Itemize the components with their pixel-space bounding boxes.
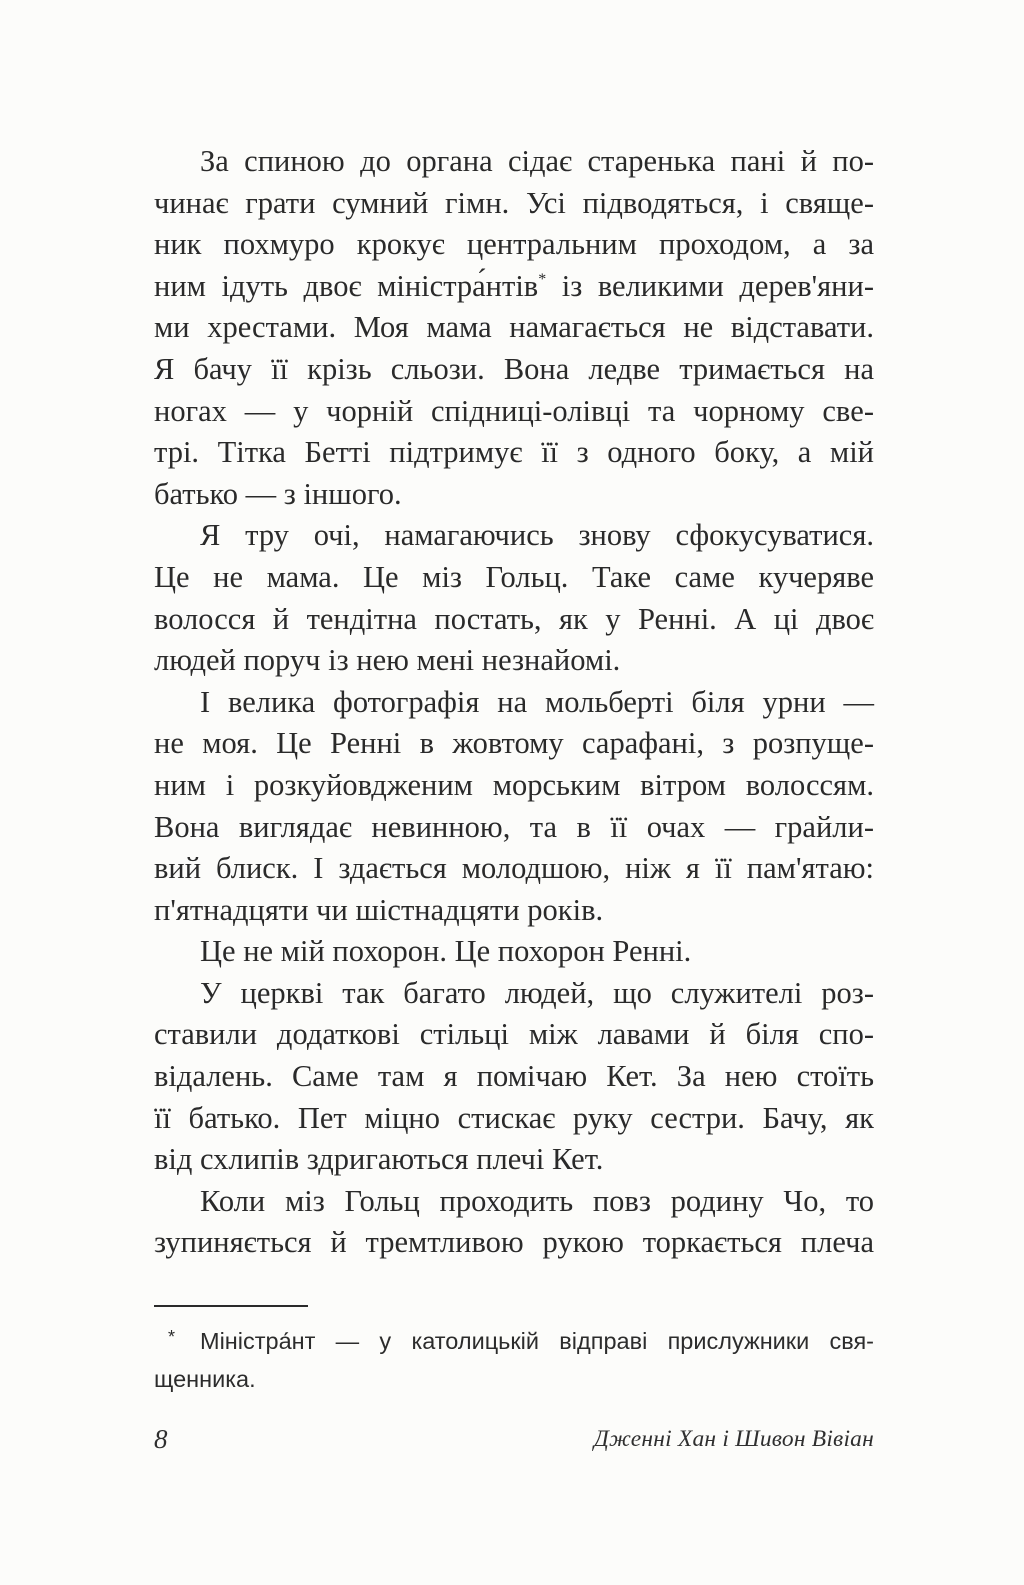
text-line: вий блиск. І здається молодшою, ніж я її пам'ятаю: [154, 851, 874, 886]
text-line: Це не мій похорон. Це похорон Ренні. [200, 934, 692, 969]
footnote-marker: * [168, 1327, 176, 1347]
text-line: Я тру очі, намагаючись знову сфокусуватися. [200, 518, 874, 553]
text-line: зупиняється й тремтливою рукою торкається плеча [154, 1225, 874, 1260]
text-line: ми хрестами. Моя мама намагається не відставати. [154, 310, 874, 345]
text-line: відалень. Саме там я помічаю Кет. За нею стоїть [154, 1059, 874, 1094]
text-line: від схлипів здригаються плечі Кет. [154, 1142, 604, 1177]
text-line: За спиною до органа сідає старенька пані й по- [200, 144, 874, 178]
text-line: ник похмуро крокує центральним проходом, а за [154, 227, 874, 262]
text-line: чинає грати сумний гімн. Усі підводяться, і свяще- [154, 185, 874, 220]
text-line: Це не мама. Це міз Гольц. Таке саме кучеряве [154, 559, 874, 594]
text-line: Вона виглядає невинною, та в її очах — грайли- [154, 809, 874, 844]
footnote-divider [154, 1305, 308, 1307]
text-fragment: ним ідуть двоє міністра́нтів [154, 268, 539, 303]
text-line: її батько. Пет міцно стискає руку сестри. Бачу, як [154, 1100, 874, 1135]
footnote-line [154, 1322, 874, 1360]
footnote-reference: * [538, 270, 547, 288]
text-line: волосся й тендітна постать, як у Ренні. А ці двоє [154, 601, 874, 636]
text-line: п'ятнадцяти чи шістнадцяти років. [154, 892, 604, 927]
running-head: Дженні Хан і Шивон Вівіан [593, 1426, 874, 1452]
text-line: Я бачу її крізь сльози. Вона ледве тримається на [154, 351, 874, 386]
text-line: ногах — у чорній спідниці-олівці та чорному свe- [154, 393, 874, 428]
text-line: батько — з іншого. [154, 476, 402, 511]
text-line: У церкві так багато людей, що служителі роз- [200, 975, 874, 1010]
text-line: І велика фотографія на мольберті біля урни — [200, 684, 874, 719]
text-line: ставили додаткові стільці між лавами й біля спо- [154, 1017, 874, 1052]
text-line: трі. Тітка Бетті підтримує її з одного боку, а мій [154, 435, 874, 470]
footnote [154, 1322, 874, 1398]
text-fragment: із великими дерев'яни- [546, 268, 874, 303]
text-line [154, 266, 874, 308]
text-line: ним і розкуйовдженим морським вітром волоссям. [154, 767, 874, 802]
footnote-line: щенника. [154, 1366, 256, 1392]
footnote-text: Міністра́нт — у католицькій відправі прислужники свя- [200, 1328, 874, 1354]
text-line: Коли міз Гольц проходить повз родину Чо, то [200, 1183, 874, 1218]
text-line: людей поруч із нею мені незнайомі. [154, 643, 621, 678]
body-text [154, 141, 874, 1264]
page-footer [154, 1424, 874, 1464]
page-number: 8 [154, 1424, 168, 1454]
text-line: не моя. Це Ренні в жовтому сарафані, з розпуще- [154, 726, 874, 761]
